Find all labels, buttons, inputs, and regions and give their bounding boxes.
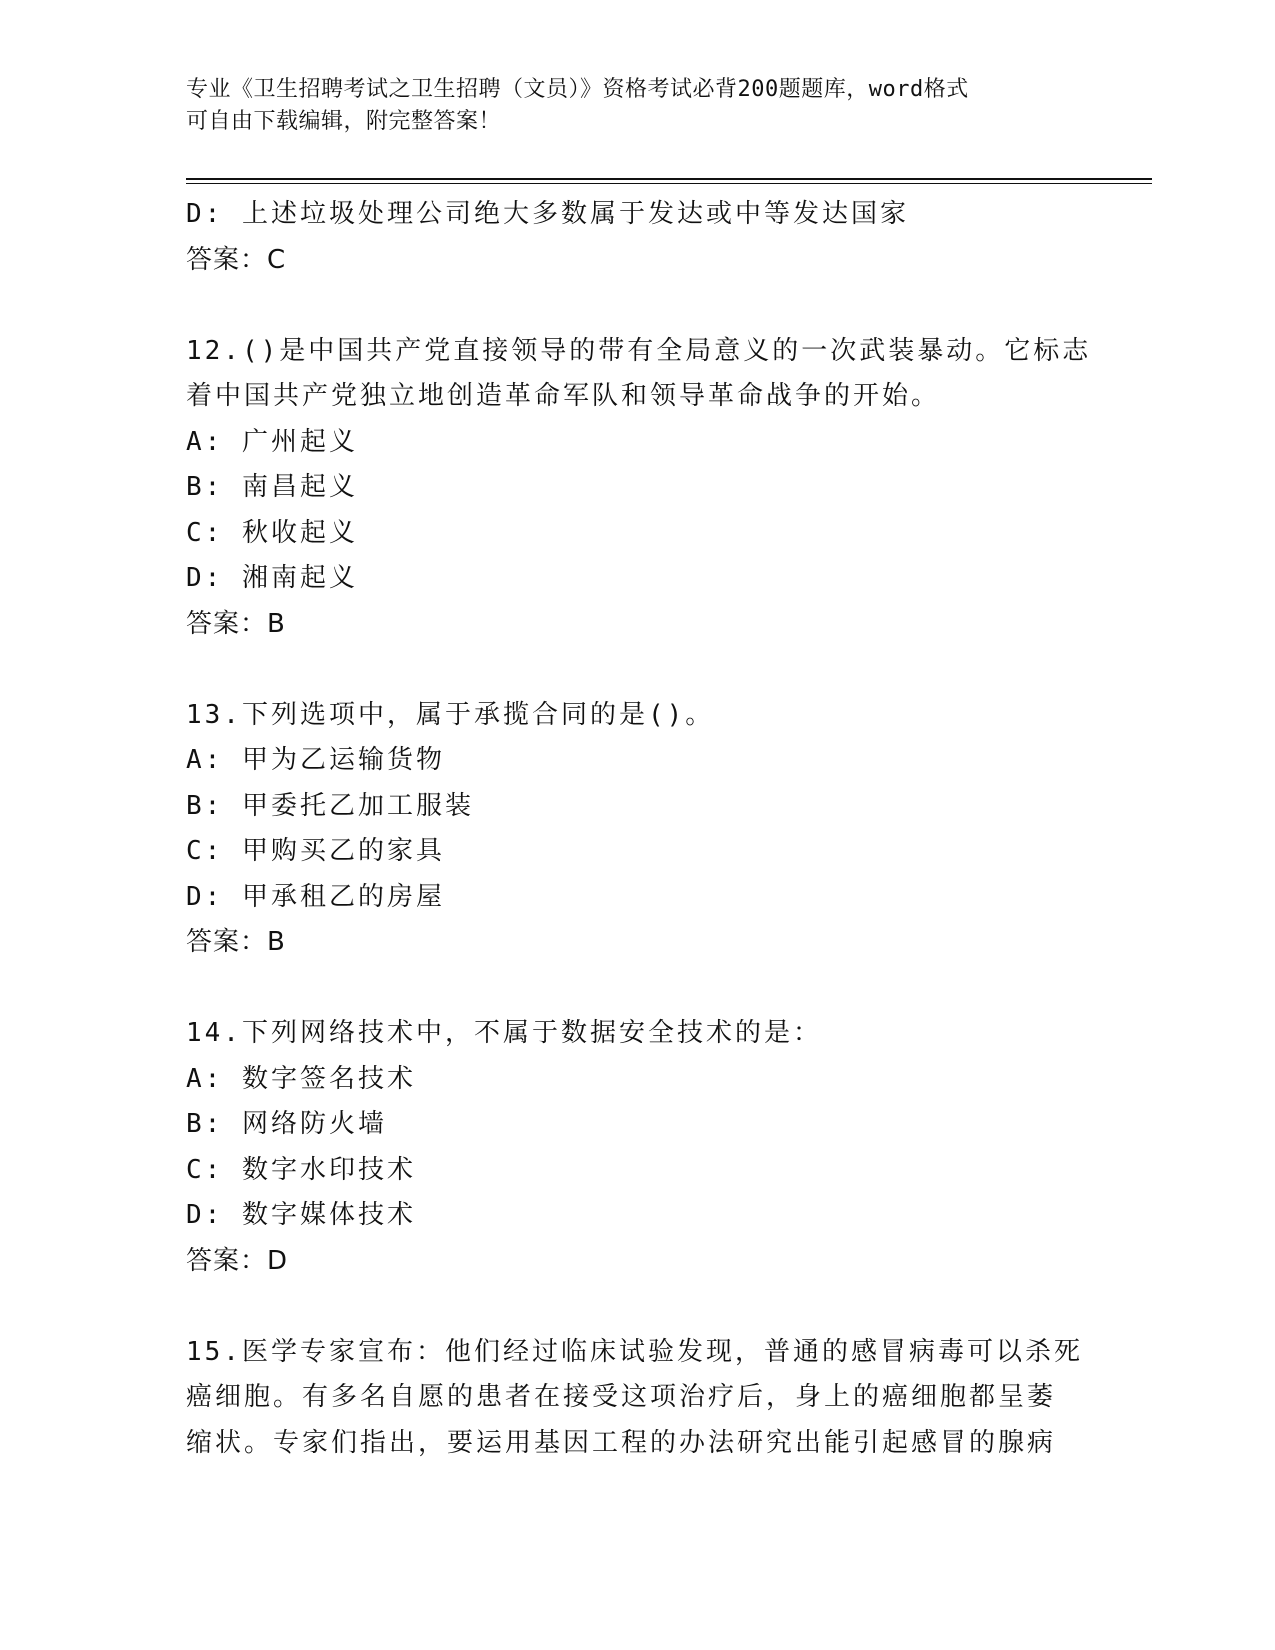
option-d: D: 甲承租乙的房屋 (186, 881, 445, 912)
header-title-line-2: 可自由下载编辑，附完整答案！ (186, 109, 502, 134)
spacer (186, 966, 1146, 1012)
previous-answer: 答案：C (186, 244, 287, 275)
spacer (186, 1284, 1146, 1330)
option-c: C: 秋收起义 (186, 517, 358, 548)
answer: 答案：B (186, 608, 286, 639)
question-content (186, 192, 1146, 1466)
question-stem-line: 癌细胞。有多名自愿的患者在接受这项治疗后，身上的癌细胞都呈萎 (186, 1382, 1057, 1412)
question-12 (186, 329, 1146, 648)
question-stem-line: 15.医学专家宣布：他们经过临床试验发现，普通的感冒病毒可以杀死 (186, 1336, 1083, 1367)
option-b: B: 甲委托乙加工服装 (186, 790, 474, 821)
question-15 (186, 1330, 1146, 1467)
option-d: D: 数字媒体技术 (186, 1200, 416, 1230)
question-13 (186, 693, 1146, 966)
option-a: A: 广州起义 (186, 426, 358, 457)
answer: 答案：D (186, 1245, 289, 1276)
question-14 (186, 1011, 1146, 1284)
option-d: D: 湘南起义 (186, 563, 358, 593)
page-header (186, 74, 1066, 138)
question-stem-line: 13.下列选项中，属于承揽合同的是()。 (186, 699, 715, 730)
question-stem-line: 缩状。专家们指出，要运用基因工程的办法研究出能引起感冒的腺病 (186, 1427, 1057, 1458)
answer: 答案：B (186, 927, 286, 957)
option-c: C: 数字水印技术 (186, 1154, 416, 1185)
option-b: B: 南昌起义 (186, 472, 358, 502)
option-c: C: 甲购买乙的家具 (186, 836, 445, 866)
option-a: A: 甲为乙运输货物 (186, 745, 445, 775)
option-a: A: 数字签名技术 (186, 1063, 416, 1094)
header-divider-thin (186, 183, 1152, 184)
spacer (186, 647, 1146, 693)
question-stem-line: 12.()是中国共产党直接领导的带有全局意义的一次武装暴动。它标志 (186, 335, 1092, 366)
spacer (186, 283, 1146, 329)
previous-option-d: D: 上述垃圾处理公司绝大多数属于发达或中等发达国家 (186, 199, 909, 229)
question-stem-line: 着中国共产党独立地创造革命军队和领导革命战争的开始。 (186, 381, 941, 411)
option-b: B: 网络防火墙 (186, 1109, 387, 1139)
header-divider-thick (186, 178, 1152, 180)
question-stem-line: 14.下列网络技术中，不属于数据安全技术的是： (186, 1018, 822, 1048)
header-title-line-1: 专业《卫生招聘考试之卫生招聘（文员）》资格考试必背200题题库，word格式 (186, 77, 969, 102)
